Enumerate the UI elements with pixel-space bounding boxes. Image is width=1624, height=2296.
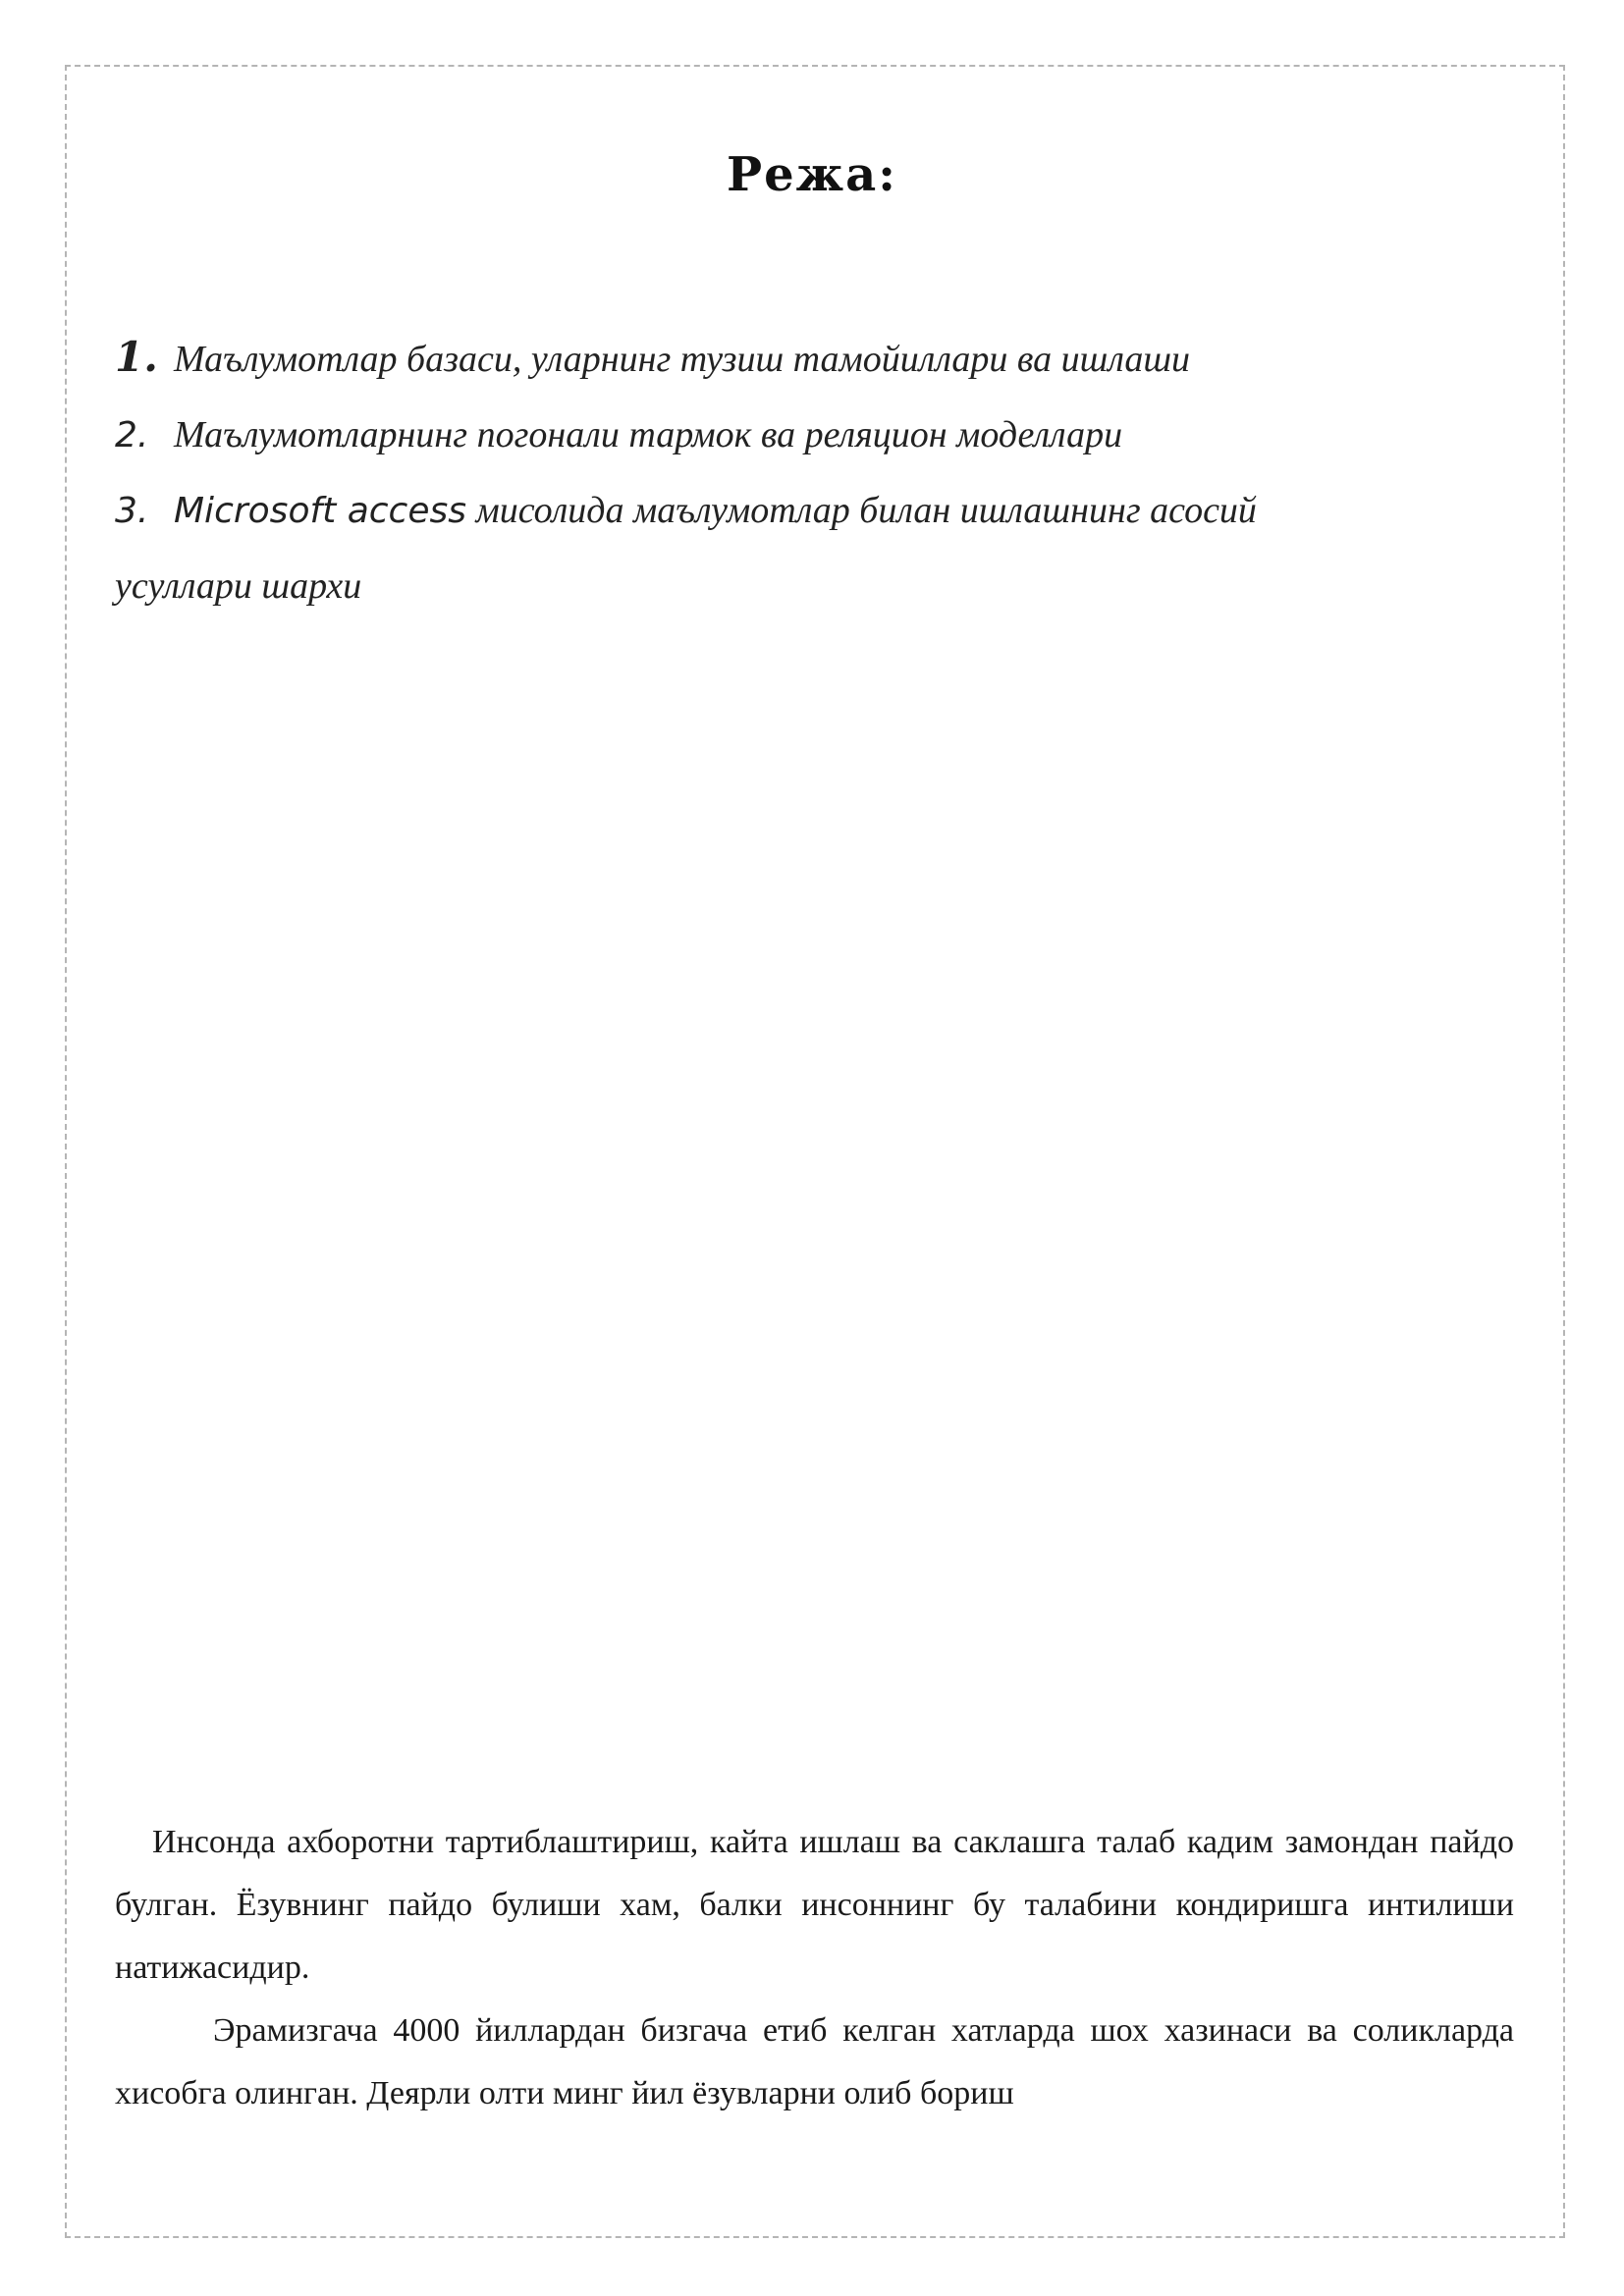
plan-item-text: мисолида маълумотлар билан ишлашнинг асосий — [466, 490, 1257, 531]
plan-item-text: Маълумотлар базаси, уларнинг тузиш тамойиллари ва ишлаши — [174, 339, 1191, 380]
plan-item-3 — [115, 473, 1519, 549]
plan-item-text: Маълумотларнинг погонали тармок ва реляцион моделлари — [174, 414, 1123, 455]
plan-item-number: 1. — [115, 333, 158, 381]
body-text — [115, 1811, 1514, 2125]
plan-item-continuation: усуллари шархи — [115, 565, 362, 607]
plan-item-number: 2. — [115, 415, 149, 455]
page-title: Режа: — [727, 147, 897, 202]
plan-item-2 — [115, 398, 1519, 473]
plan-item-1 — [115, 319, 1519, 398]
plan-list — [115, 319, 1519, 624]
plan-item-lead: Microsoft access — [174, 491, 467, 531]
paragraph: Инсонда ахборотни тартиблаштириш, кайта ишлаш ва саклашга талаб кадим замондан пайдо булган. Ёзувнинг пайдо булиши хам, балки инсоннинг бу талабини кондиришга интилиши натижасидир. — [115, 1824, 1514, 1986]
paragraph: Эрамизгача 4000 йиллардан бизгача етиб келган хатларда шох хазинаси ва соликларда хисобга олинган. Деярли олти минг йил ёзувларни олиб бориш — [115, 2012, 1514, 2111]
plan-item-number: 3. — [115, 491, 149, 531]
plan-item-3-continuation — [115, 549, 1519, 624]
